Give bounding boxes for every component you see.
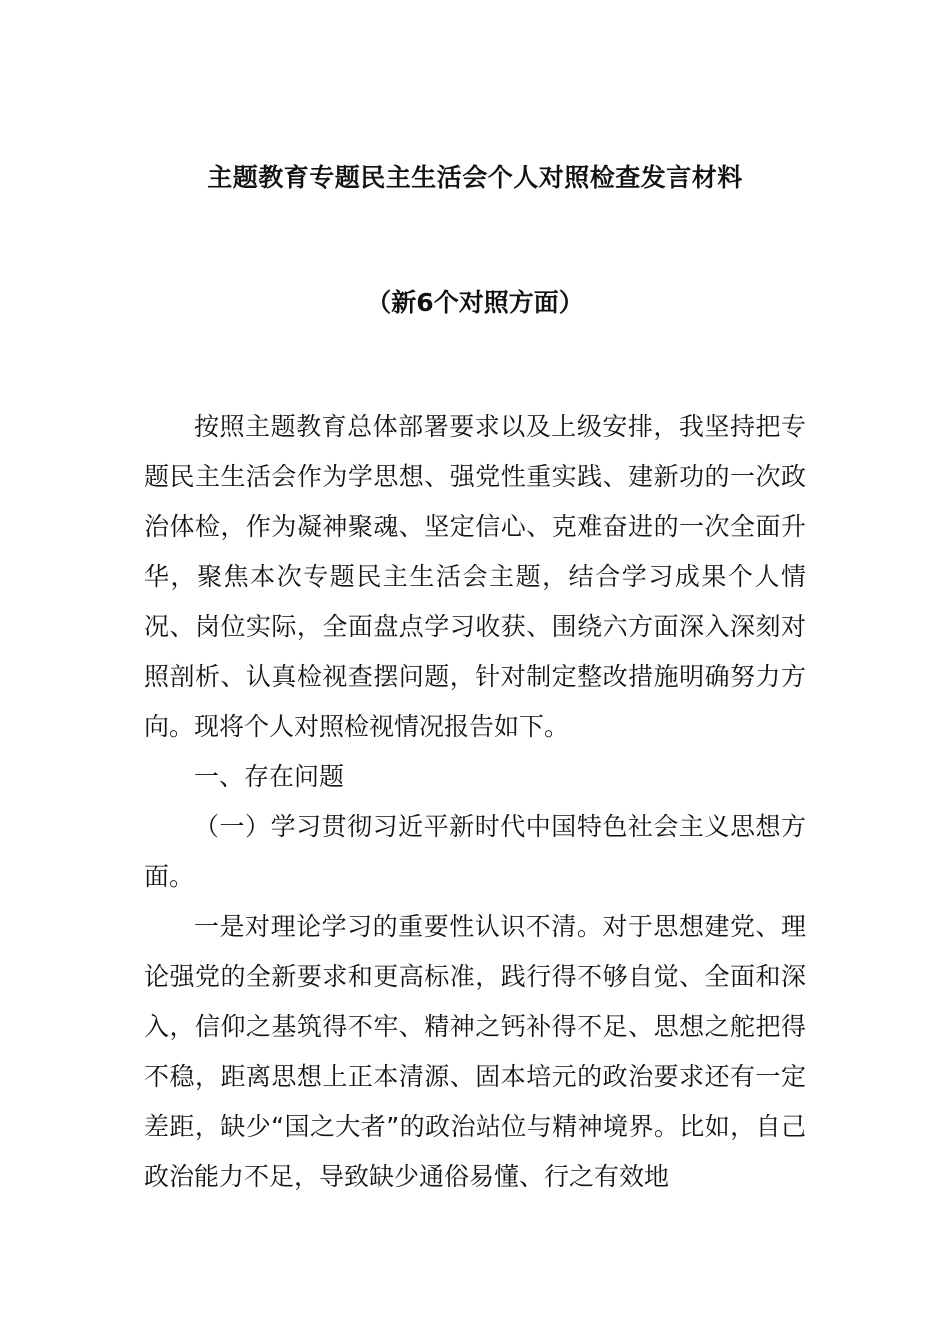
subsection-heading: （一）学习贯彻习近平新时代中国特色社会主义思想方面。 [144,812,806,891]
document-subtitle: （新6个对照方面） [366,288,584,317]
paragraph-intro: 按照主题教育总体部署要求以及上级安排，我坚持把专题民主生活会作为学思想、强党性重实践、建新功的一次政治体检，作为凝神聚魂、坚定信心、克难奋进的一次全面升华，聚焦本次专题民主生活会主题，结合学习成果个人情况、岗位实际，全面盘点学习收获、围绕六方面深入深刻对照剖析、认真检视查摆问题，针对制定整改措施明确努力方向。现将个人对照检视情况报告如下。 [144,412,806,741]
document-body [144,402,806,1202]
section-heading: 一、存在问题 [194,762,345,791]
document-title: 主题教育专题民主生活会个人对照检查发言材料 [207,163,743,192]
paragraph-point-one: 一是对理论学习的重要性认识不清。对于思想建党、理论强党的全新要求和更高标准，践行得不够自觉、全面和深入，信仰之基筑得不牢、精神之钙补得不足、思想之舵把得不稳，距离思想上正本清源、固本培元的政治要求还有一定差距，缺少“国之大者”的政治站位与精神境界。比如，自己政治能力不足，导致缺少通俗易懂、行之有效地 [144,912,806,1191]
